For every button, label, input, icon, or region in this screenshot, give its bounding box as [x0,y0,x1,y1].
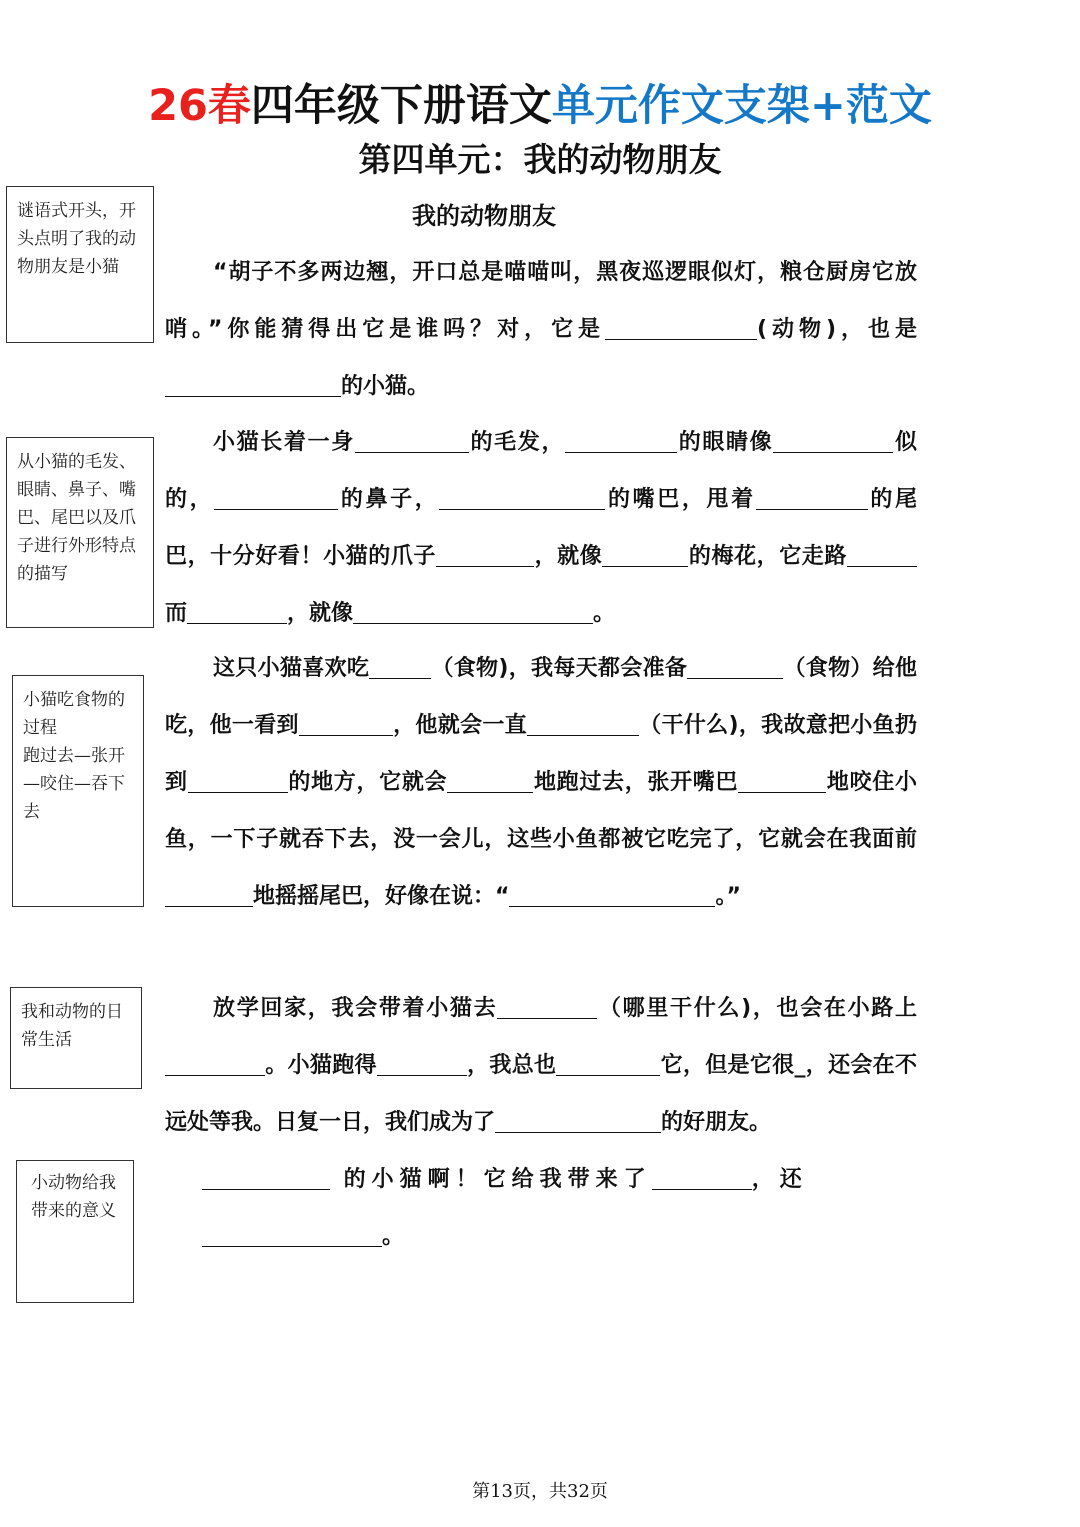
blank[interactable] [165,1053,265,1076]
text: 这只小猫喜欢吃 [213,656,370,681]
blank[interactable] [605,317,757,340]
page-title [0,78,1080,134]
blank[interactable] [202,1224,382,1247]
text: 地跑过去，张开嘴巴 [533,770,739,795]
blank[interactable] [165,884,253,907]
title-red-part: 26春 [148,81,251,131]
blank[interactable] [353,601,593,624]
blank[interactable] [495,1110,661,1133]
blank[interactable] [377,1053,467,1076]
note-text: 从小猫的毛发、眼睛、鼻子、嘴巴、尾巴以及爪子进行外形特点的描写 [17,452,136,584]
blank[interactable] [355,430,469,453]
note-box-meaning [16,1160,134,1303]
note-box-daily-life [10,987,142,1089]
note-text: 谜语式开头，开头点明了我的动物朋友是小猫 [17,201,136,277]
blank[interactable] [773,430,893,453]
text: （干什么)，我故意把小鱼扔到 [165,713,917,795]
paragraph-3 [165,640,917,925]
title-blue-part: 单元作文支架+范文 [551,81,932,131]
note-text: 小猫吃食物的过程 [23,690,125,738]
blank[interactable] [509,884,715,907]
text: 它，但是它很_，还会在不远处等我。日复一日，我们成为了 [165,1053,917,1135]
essay-title: 我的动物朋友 [412,202,556,230]
paragraph-5 [202,1151,917,1265]
text: 地摇摇尾巴，好像在说：“ [253,884,510,909]
blank[interactable] [436,544,534,567]
blank[interactable] [687,656,783,679]
blank[interactable] [652,1167,752,1190]
text: 的尾巴，十分好看！小猫的爪子 [165,487,917,569]
text: 的地方，它就会 [287,770,448,795]
title-black-part: 四年级下册语文 [250,81,552,131]
blank[interactable] [527,713,639,736]
text: 似的， [165,430,917,512]
blank[interactable] [447,770,533,793]
text: 的梅花，它走路 [688,544,847,569]
note-box-opening [6,186,154,343]
text: ，我总也 [466,1053,557,1078]
text: “胡子不多两边翘，开口总是喵喵叫，黑夜巡逻眼似灯，粮仓厨房它放哨。”你能猜得出它是谁吗？对，它是 [165,260,917,342]
text: ，还 [751,1167,808,1192]
text: 的毛发， [468,430,566,455]
blank[interactable] [738,770,826,793]
text: 的嘴巴，甩着 [605,487,756,512]
blank[interactable] [202,1167,330,1190]
blank[interactable] [214,487,338,510]
blank[interactable] [299,713,393,736]
unit-subtitle: 第四单元：我的动物朋友 [358,140,722,179]
text: 地咬住小鱼，一下子就吞下去，没一会儿，这些小鱼都被它吃完了，它就会在我面前 [165,770,917,852]
blank[interactable] [165,374,341,397]
text: 。小猫跑得 [265,1053,377,1078]
text: ，就像 [533,544,603,569]
blank[interactable] [188,770,288,793]
text: 的小猫啊！它给我带来了 [343,1167,652,1192]
text: 的眼睛像 [677,430,774,455]
page-number: 第13页，共32页 [472,1481,608,1502]
text: 。” [715,884,741,909]
blank[interactable] [439,487,605,510]
text: （哪里干什么)，也会在小路上 [597,996,917,1021]
text: 的好朋友。 [661,1110,772,1135]
text: (动物)，也是 [757,317,917,342]
text: 。 [382,1224,411,1249]
blank[interactable] [497,996,597,1019]
text: 放学回家，我会带着小猫去 [213,996,498,1021]
paragraph-2 [165,414,917,642]
blank[interactable] [565,430,677,453]
blank[interactable] [556,1053,660,1076]
blank[interactable] [756,487,868,510]
blank[interactable] [187,601,287,624]
blank[interactable] [847,544,917,567]
note-text: 小动物给我带来的意义 [31,1173,116,1221]
note-box-appearance [6,437,154,628]
blank[interactable] [369,656,431,679]
note-box-eating [12,675,144,907]
text: 小猫长着一身 [213,430,355,455]
text: 的鼻子， [338,487,440,512]
text: 。 [593,601,616,626]
text: （食物）给他吃，他一看到 [165,656,917,738]
text: ，他就会一直 [392,713,527,738]
text: ，就像 [287,601,354,626]
paragraph-1 [165,244,917,415]
text: 的小猫。 [341,374,430,399]
text: 而 [165,601,188,626]
paragraph-4 [165,980,917,1151]
note-text: 我和动物的日常生活 [21,1002,123,1050]
note-text: 跑过去—张开—咬住—吞下去 [23,746,125,822]
blank[interactable] [602,544,688,567]
text: （食物)，我每天都会准备 [431,656,688,681]
